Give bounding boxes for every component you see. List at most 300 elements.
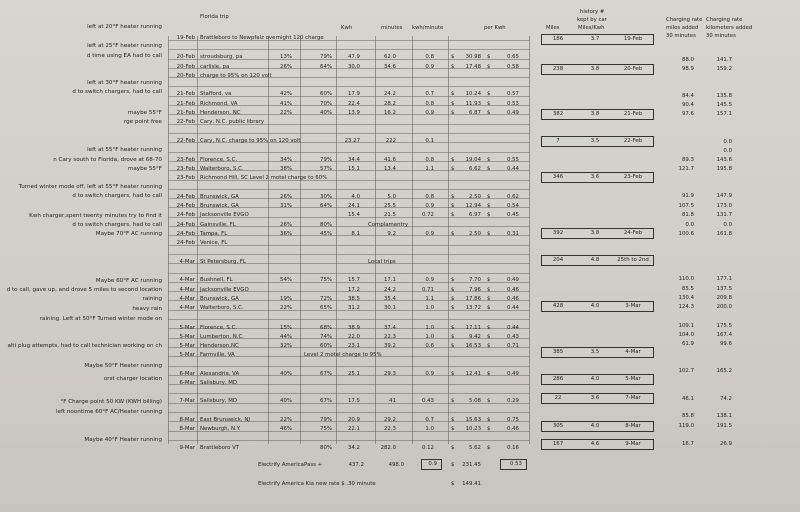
header-rate-km-1: Charging rate <box>706 17 743 23</box>
row-start-percent: 13% <box>280 54 292 60</box>
history-miles-per-kwh: 4.0 <box>590 376 600 382</box>
row-kwh-per-minute: 0.9 <box>425 277 434 283</box>
row-end-percent: 67% <box>320 398 332 404</box>
history-date: 22-Feb <box>623 138 643 144</box>
row-location: Farmville, VA <box>200 352 235 358</box>
sheet-title: Florida trip <box>200 14 229 20</box>
trip-note: left at 25°F heater running <box>87 43 162 49</box>
row-kwh-per-minute: 0.9 <box>425 231 434 237</box>
row-dollar-sign: $ <box>451 157 455 163</box>
row-cost: 7.96 <box>468 287 481 293</box>
row-cost: 10.24 <box>465 91 481 97</box>
rate-miles-added: 124.3 <box>678 304 694 310</box>
row-end-percent: 80% <box>320 445 332 451</box>
row-kwh-per-minute: 0.9 <box>425 110 434 116</box>
row-minutes: 37.4 <box>383 325 396 331</box>
history-miles: 22 <box>554 395 562 401</box>
row-start-percent: 31% <box>280 203 292 209</box>
history-miles-per-kwh: 3.6 <box>590 395 600 401</box>
row-date: 4-Mar <box>179 259 195 265</box>
header-per-kwh: per Kwh <box>484 25 506 31</box>
history-date: 4-Mar <box>625 349 641 355</box>
row-kwh-per-minute: 1.0 <box>425 426 434 432</box>
history-date: 24-Feb <box>623 230 643 236</box>
rate-miles-added: 0.0 <box>685 222 694 228</box>
row-dollar-sign: $ <box>487 426 491 432</box>
row-kwh: 17.2 <box>347 287 360 293</box>
rate-km-added: 195.8 <box>716 166 732 172</box>
row-date: 4-Mar <box>179 305 195 311</box>
grid-rule <box>168 412 529 413</box>
trip-note: rge point free <box>123 119 162 125</box>
row-kwh-per-minute: 1.0 <box>425 334 434 340</box>
rate-miles-added: 46.1 <box>681 396 694 402</box>
rate-km-added: 74.2 <box>719 396 732 402</box>
rate-miles-added: 88.0 <box>681 57 694 63</box>
row-end-percent: 75% <box>320 426 332 432</box>
row-per-kwh: 0.44 <box>506 166 519 172</box>
trip-note: Turned winter mode off, left at 55°F heater running <box>18 184 162 190</box>
row-dollar-sign: $ <box>487 64 491 70</box>
row-dollar-sign: $ <box>451 325 455 331</box>
row-start-percent: 36% <box>280 231 292 237</box>
rate-miles-added: 85.8 <box>681 413 694 419</box>
row-dollar-sign: $ <box>451 305 455 311</box>
rate-miles-added: 61.9 <box>681 341 694 347</box>
row-kwh-per-minute: 1.0 <box>425 305 434 311</box>
row-minutes: 35.4 <box>383 296 396 302</box>
row-location: Venice, FL <box>200 240 228 246</box>
row-per-kwh: 0.31 <box>506 231 519 237</box>
row-dollar-sign: $ <box>451 54 455 60</box>
row-per-kwh: 0.71 <box>506 343 519 349</box>
row-per-kwh: 0.45 <box>506 212 519 218</box>
history-miles-per-kwh: 4.0 <box>590 423 600 429</box>
row-per-kwh: 0.53 <box>506 101 519 107</box>
row-per-kwh: 0.49 <box>506 277 519 283</box>
row-dollar-sign: $ <box>451 343 455 349</box>
row-cost: 12.94 <box>465 203 481 209</box>
row-start-percent: 22% <box>280 110 292 116</box>
row-location: stroudsburg, pa <box>200 54 243 60</box>
row-kwh: 47.9 <box>347 54 360 60</box>
row-kwh-per-minute: 0.7 <box>425 91 434 97</box>
row-dollar-sign: $ <box>487 203 491 209</box>
row-kwh: 38.9 <box>347 325 360 331</box>
trip-note: left at 20°F heater running <box>87 24 162 30</box>
row-cost: 19.04 <box>465 157 481 163</box>
rate-miles-added: 84.4 <box>681 93 694 99</box>
row-dollar-sign: $ <box>451 287 455 293</box>
row-location: Henderson, NC <box>200 110 241 116</box>
row-location: Salisbury, MD <box>200 398 238 404</box>
trip-note: d to call, gave up, and drove 5 miles to second location <box>6 287 162 293</box>
row-dollar-sign: $ <box>451 212 455 218</box>
row-kwh-per-minute: 1.0 <box>425 325 434 331</box>
history-miles: 7 <box>556 138 560 144</box>
row-cost: 2.50 <box>468 231 481 237</box>
row-cost: 9.42 <box>468 334 481 340</box>
grid-rule <box>168 49 529 50</box>
row-start-percent: 54% <box>280 277 292 283</box>
row-minutes: 13.4 <box>383 166 396 172</box>
row-minutes: 22.3 <box>383 334 396 340</box>
row-cost: 30.98 <box>465 54 481 60</box>
row-minutes: 24.2 <box>383 91 396 97</box>
row-kwh: 17.5 <box>347 398 360 404</box>
row-dollar-sign: $ <box>487 334 491 340</box>
row-date: 4-Mar <box>179 296 195 302</box>
row-location: Stafford, va <box>200 91 232 97</box>
history-miles: 382 <box>552 111 564 117</box>
row-location: East Brunswick, NJ <box>200 417 250 423</box>
row-dollar-sign: $ <box>451 110 455 116</box>
row-date: 4-Mar <box>179 287 195 293</box>
totals-minutes: 498.0 <box>388 462 404 468</box>
row-dollar-sign: $ <box>487 54 491 60</box>
trip-note: left at 30°F heater running <box>87 80 162 86</box>
row-date: 24-Feb <box>176 203 195 209</box>
row-date: 24-Feb <box>176 194 195 200</box>
grid-rule <box>168 319 529 320</box>
row-cost: 6.87 <box>468 110 481 116</box>
grid-rule <box>168 273 529 274</box>
row-end-percent: 68% <box>320 325 332 331</box>
row-dollar-sign: $ <box>487 371 491 377</box>
rate-km-added: 141.7 <box>716 57 732 63</box>
row-kwh: 23.27 <box>344 138 360 144</box>
row-kwh-per-minute: 0.43 <box>421 398 434 404</box>
row-dollar-sign: $ <box>487 212 491 218</box>
row-end-percent: 30% <box>320 194 332 200</box>
row-dollar-sign: $ <box>451 64 455 70</box>
row-kwh: 13.9 <box>347 110 360 116</box>
row-kwh: 24.1 <box>347 203 360 209</box>
row-location: Lumberton, N.C. <box>200 334 245 340</box>
trip-note: maybe 55°F <box>127 110 162 116</box>
row-kwh: 15.7 <box>347 277 360 283</box>
row-minutes: 9.2 <box>387 231 396 237</box>
row-dollar-sign: $ <box>487 91 491 97</box>
row-start-percent: 19% <box>280 296 292 302</box>
row-location: carlisle, pa <box>200 64 230 70</box>
row-dollar-sign: $ <box>451 231 455 237</box>
row-minutes: 21.5 <box>383 212 396 218</box>
row-kwh: 23.1 <box>347 343 360 349</box>
rate-km-added: 99.6 <box>719 341 732 347</box>
kia-rate-label: Electrify America Kia new rate $ .30 minute <box>258 481 376 487</box>
history-date: 20-Feb <box>623 66 643 72</box>
row-location: charge to 95% on 120 volt <box>200 73 272 79</box>
grid-rule <box>168 393 529 394</box>
history-date: 7-Mar <box>625 395 641 401</box>
row-end-percent: 79% <box>320 417 332 423</box>
trip-note: °F Charge point 50 KW (KWH billing) <box>60 399 162 405</box>
row-location: Brunswick, GA <box>200 203 239 209</box>
history-miles: 385 <box>552 349 564 355</box>
row-date: 19-Feb <box>176 35 195 41</box>
row-kwh: 20.9 <box>347 417 360 423</box>
trip-note: Maybe 60°F AC running <box>95 278 162 284</box>
row-end-percent: 79% <box>320 54 332 60</box>
row-start-percent: 42% <box>280 91 292 97</box>
trip-note: Maybe 40°F Heater running <box>84 437 162 443</box>
rate-km-added: 167.4 <box>716 332 732 338</box>
row-date: 21-Feb <box>176 101 195 107</box>
rate-miles-added: 81.8 <box>681 212 694 218</box>
row-dollar-sign: $ <box>451 398 455 404</box>
row-end-percent: 60% <box>320 91 332 97</box>
row-location: Salisbury, MD <box>200 380 238 386</box>
row-end-percent: 80% <box>320 222 332 228</box>
row-kwh-per-minute: 0.9 <box>425 203 434 209</box>
header-kwh-per-minute: kwh/minute <box>412 25 444 31</box>
history-miles-per-kwh: 3.6 <box>590 174 600 180</box>
row-kwh-per-minute: 0.12 <box>421 445 434 451</box>
trip-note: d time using EA had to call <box>86 53 162 59</box>
history-miles-per-kwh: 3.7 <box>590 36 600 42</box>
row-per-kwh: 0.44 <box>506 305 519 311</box>
row-kwh: 22.0 <box>347 334 360 340</box>
trip-note: maybe 55°F <box>127 166 162 172</box>
trip-note: d to switch chargers, had to call <box>72 193 162 199</box>
row-start-percent: 22% <box>280 417 292 423</box>
rate-km-added: 175.5 <box>716 323 732 329</box>
row-kwh-per-minute: 1.1 <box>425 166 434 172</box>
row-kwh: 15.1 <box>347 166 360 172</box>
row-dollar-sign: $ <box>487 445 491 451</box>
row-start-percent: 40% <box>280 371 292 377</box>
rate-km-added: 143.6 <box>716 157 732 163</box>
row-dollar-sign: $ <box>487 110 491 116</box>
row-dollar-sign: $ <box>487 325 491 331</box>
row-minutes: 34.6 <box>383 64 396 70</box>
row-date: 23-Feb <box>176 166 195 172</box>
history-miles-per-kwh: 3.5 <box>590 349 600 355</box>
row-per-kwh: 0.29 <box>506 398 519 404</box>
row-per-kwh: 0.57 <box>506 91 519 97</box>
row-per-kwh: 0.54 <box>506 203 519 209</box>
row-cost: 17.11 <box>465 325 481 331</box>
rate-miles-added: 102.7 <box>678 368 694 374</box>
row-location: Richmond, VA <box>200 101 238 107</box>
row-location: Tampa, FL <box>200 231 228 237</box>
row-location: Brunswick, GA <box>200 194 239 200</box>
row-minutes: Local trips <box>368 259 396 265</box>
kia-dollar-sign: $ <box>451 481 455 487</box>
rate-km-added: 200.0 <box>716 304 732 310</box>
row-date: 24-Feb <box>176 231 195 237</box>
row-per-kwh: 0.43 <box>506 334 519 340</box>
row-kwh-per-minute: 0.7 <box>425 417 434 423</box>
row-dollar-sign: $ <box>487 101 491 107</box>
rate-km-added: 177.1 <box>716 276 732 282</box>
row-kwh-per-minute: 0.8 <box>425 54 434 60</box>
row-kwh: 38.5 <box>347 296 360 302</box>
rate-km-added: 165.2 <box>716 368 732 374</box>
row-start-percent: 41% <box>280 101 292 107</box>
row-cost: 11.93 <box>465 101 481 107</box>
row-location: Florence, S.C. <box>200 157 238 163</box>
rate-km-added: 0.0 <box>723 222 732 228</box>
totals-rate: 0.9 <box>428 461 437 467</box>
history-miles-per-kwh: 3.8 <box>590 111 600 117</box>
row-kwh-per-minute: 0.8 <box>425 157 434 163</box>
rate-km-added: 135.8 <box>716 93 732 99</box>
row-dollar-sign: $ <box>451 445 455 451</box>
trip-note: raining. Left at 50°F Turned winter mode on <box>39 316 162 322</box>
row-dollar-sign: $ <box>487 305 491 311</box>
rate-miles-added: 90.4 <box>681 102 694 108</box>
row-dollar-sign: $ <box>451 426 455 432</box>
history-miles: 305 <box>552 423 564 429</box>
totals-label: Electrify AmericaPass + <box>258 462 323 468</box>
trip-note: heavy rain <box>132 306 162 312</box>
row-minutes: 30.1 <box>383 305 396 311</box>
row-minutes: Complamentry <box>368 222 409 228</box>
row-minutes: 62.0 <box>383 54 396 60</box>
trip-note: left at 55°F heater running <box>87 147 162 153</box>
history-date: 25th to 2nd <box>617 257 649 263</box>
row-minutes: 16.2 <box>383 110 396 116</box>
history-miles: 167 <box>552 441 564 447</box>
row-minutes: 5.0 <box>387 194 396 200</box>
rate-miles-added: 109.1 <box>678 323 694 329</box>
row-date: 8-Mar <box>179 426 195 432</box>
row-kwh: 30.0 <box>347 64 360 70</box>
grid-rule <box>168 189 529 190</box>
header-history-1: history # <box>580 9 605 15</box>
row-dollar-sign: $ <box>487 287 491 293</box>
row-location: Bushnell, FL <box>200 277 233 283</box>
row-minutes: 24.2 <box>383 287 396 293</box>
row-location: Brunswick, GA <box>200 296 239 302</box>
row-dollar-sign: $ <box>451 166 455 172</box>
totals-dollar-sign: $ <box>451 462 455 468</box>
row-minutes: 282.0 <box>380 445 396 451</box>
row-kwh: 34.2 <box>347 445 360 451</box>
row-date: 4-Mar <box>179 277 195 283</box>
row-per-kwh: 0.49 <box>506 371 519 377</box>
row-location: Alexandria, VA <box>200 371 240 377</box>
row-location: Newburgh, N.Y. <box>200 426 241 432</box>
header-minutes: minutes <box>381 25 403 31</box>
row-start-percent: 26% <box>280 64 292 70</box>
row-location: Jacksonville EVGO <box>200 287 249 293</box>
row-dollar-sign: $ <box>487 157 491 163</box>
rate-km-added: 161.8 <box>716 231 732 237</box>
row-location: Brattleboro VT <box>200 445 240 451</box>
row-end-percent: 79% <box>320 157 332 163</box>
row-kwh: 31.2 <box>347 305 360 311</box>
header-rate-km-3: 30 minutes <box>706 33 736 39</box>
rate-miles-added: 89.3 <box>681 157 694 163</box>
grid-rule <box>168 366 529 367</box>
rate-miles-added: 100.6 <box>678 231 694 237</box>
row-date: 8-Mar <box>179 417 195 423</box>
grid-rule <box>168 86 529 87</box>
row-date: 5-Mar <box>179 343 195 349</box>
row-dollar-sign: $ <box>451 277 455 283</box>
row-date: 20-Feb <box>176 54 195 60</box>
row-cost: 7.70 <box>468 277 481 283</box>
row-kwh-per-minute: 0.1 <box>425 138 434 144</box>
rate-km-added: 0.0 <box>723 139 732 145</box>
kia-cost: 149.41 <box>462 481 481 487</box>
row-minutes: 39.2 <box>383 343 396 349</box>
history-miles: 346 <box>552 174 564 180</box>
trip-note: alti plug attempts, had to call technician working on ch <box>7 343 162 349</box>
row-location: Brattleboro to Newpfalz overnight 120 charge <box>200 35 324 41</box>
row-location: Walterboro, S.C. <box>200 166 244 172</box>
row-location: Walterboro, S.C. <box>200 305 244 311</box>
row-minutes: 25.5 <box>383 203 396 209</box>
rate-miles-added: 121.7 <box>678 166 694 172</box>
row-dollar-sign: $ <box>451 371 455 377</box>
rate-miles-added: 104.0 <box>678 332 694 338</box>
row-date: 5-Mar <box>179 334 195 340</box>
grid-rule <box>168 152 529 153</box>
history-miles: 186 <box>552 36 564 42</box>
header-rate-mi-1: Charging rate <box>666 17 703 23</box>
row-kwh: 22.4 <box>347 101 360 107</box>
row-kwh-per-minute: 0.9 <box>425 64 434 70</box>
row-kwh: 22.1 <box>347 426 360 432</box>
rate-miles-added: 98.9 <box>681 66 694 72</box>
row-kwh: 17.9 <box>347 91 360 97</box>
history-date: 5-Mar <box>625 376 641 382</box>
rate-miles-added: 85.5 <box>681 286 694 292</box>
history-miles-per-kwh: 4.0 <box>590 303 600 309</box>
row-start-percent: 26% <box>280 222 292 228</box>
row-per-kwh: 0.55 <box>506 157 519 163</box>
row-end-percent: 60% <box>320 343 332 349</box>
row-date: 20-Feb <box>176 73 195 79</box>
row-end-percent: 74% <box>320 334 332 340</box>
row-date: 9-Mar <box>179 445 195 451</box>
trip-note: left noontime 60°F AC/Heater running <box>56 409 162 415</box>
history-miles-per-kwh: 3.5 <box>590 138 600 144</box>
row-date: 7-Mar <box>179 398 195 404</box>
rate-km-added: 0.0 <box>723 148 732 154</box>
trip-note: raining <box>142 296 162 302</box>
row-per-kwh: 0.75 <box>506 417 519 423</box>
row-cost: 13.72 <box>465 305 481 311</box>
row-per-kwh: 0.58 <box>506 64 519 70</box>
row-end-percent: 45% <box>320 231 332 237</box>
row-kwh-per-minute: 0.8 <box>425 101 434 107</box>
row-dollar-sign: $ <box>487 166 491 172</box>
history-miles: 238 <box>552 66 564 72</box>
row-location: Cary, N.C. charge to 95% on 120 volt <box>200 138 301 144</box>
rate-km-added: 173.0 <box>716 203 732 209</box>
row-minutes: 41.6 <box>383 157 396 163</box>
rate-km-added: 157.1 <box>716 111 732 117</box>
totals-per-kwh: 0.53 <box>509 461 522 467</box>
row-per-kwh: 0.46 <box>506 287 519 293</box>
row-end-percent: 64% <box>320 203 332 209</box>
row-kwh: 34.4 <box>347 157 360 163</box>
rate-miles-added: 110.0 <box>678 276 694 282</box>
rate-km-added: 191.5 <box>716 423 732 429</box>
row-cost: 16.53 <box>465 343 481 349</box>
row-dollar-sign: $ <box>487 296 491 302</box>
row-per-kwh: 0.46 <box>506 426 519 432</box>
grid-rule <box>168 133 529 134</box>
row-location: St Petersburg, FL <box>200 259 246 265</box>
grid-rule <box>168 254 529 255</box>
row-date: 21-Feb <box>176 91 195 97</box>
